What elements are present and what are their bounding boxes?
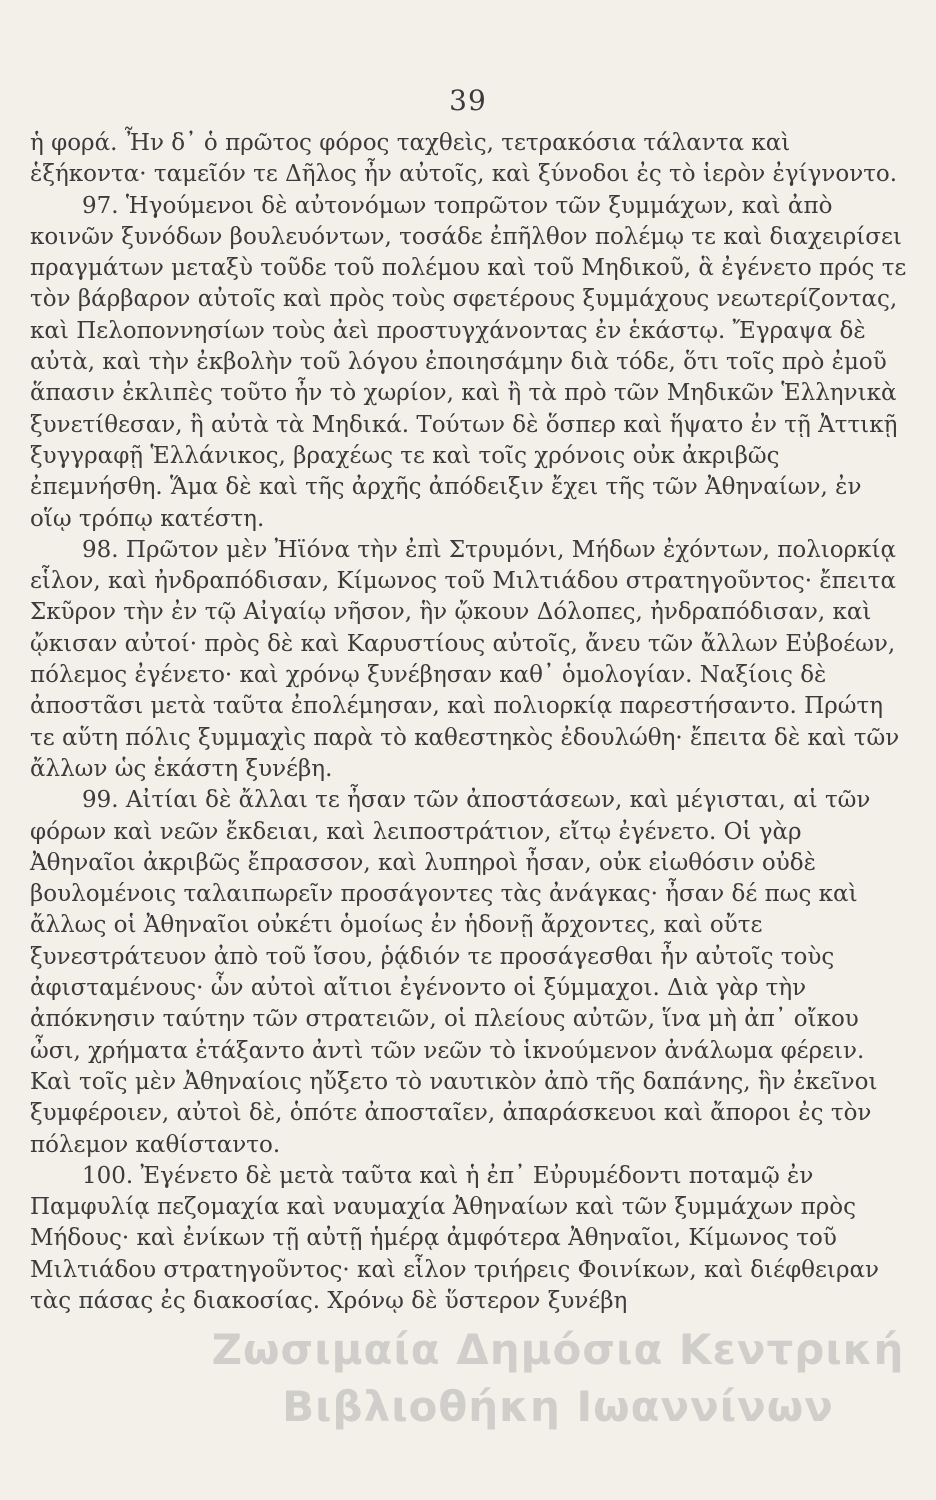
section-number: 98. bbox=[82, 536, 119, 563]
library-watermark-line1: Ζωσιμαία Δημόσια Κεντρική bbox=[211, 1325, 905, 1374]
section-number: 99. bbox=[82, 787, 119, 814]
page-number: 39 bbox=[449, 84, 487, 117]
paragraph-text: Ἐγένετο δὲ μετὰ ταῦτα καὶ ἡ ἐπ᾽ Εὐρυμέδοντι ποταμῷ ἐν Παμφυλίᾳ πεζομαχία καὶ ναυμαχία Ἀθηναίων καὶ τῶν ξυμμάχων πρὸς Μήδους· καὶ ἐνίκων τῇ αὐτῇ ἡμέρᾳ ἀμφότερα Ἀθηναῖοι, Κίμωνος τοῦ Μιλτιάδου στρατηγοῦντος· καὶ εἷλον τριήρεις Φοινίκων, καὶ διέφθειραν τὰς πάσας ἐς διακοσίας. Χρόνῳ δὲ ὕστερον ξυνέβη bbox=[30, 1162, 879, 1314]
paragraph-100 bbox=[30, 1161, 908, 1317]
paragraph-text: ἡ φορά. Ἦν δ᾽ ὁ πρῶτος φόρος ταχθεὶς, τετρακόσια τάλαντα καὶ ἑξήκοντα· ταμεῖόν τε Δῆλος ἦν αὐτοῖς, καὶ ξύνοδοι ἐς τὸ ἱερὸν ἐγίγνοντο. bbox=[30, 130, 898, 188]
paragraph-98 bbox=[30, 535, 908, 785]
section-number: 100. bbox=[82, 1162, 134, 1189]
paragraph-continuation bbox=[30, 128, 908, 191]
paragraph-text: Πρῶτον μὲν Ἠϊόνα τὴν ἐπὶ Στρυμόνι, Μήδων ἐχόντων, πολιορκίᾳ εἷλον, καὶ ἠνδραπόδισαν, Κίμωνος τοῦ Μιλτιάδου στρατηγοῦντος· ἔπειτα Σκῦρον τὴν ἐν τῷ Αἰγαίῳ νῆσον, ἣν ᾤκουν Δόλοπες, ἠνδραπόδισαν, καὶ ᾤκισαν αὐτοί· πρὸς δὲ καὶ Καρυστίους αὐτοῖς, ἄνευ τῶν ἄλλων Εὐβοέων, πόλεμος ἐγένετο· καὶ χρόνῳ ξυνέβησαν καθ᾽ ὁμολογίαν. Ναξίοις δὲ ἀποστᾶσι μετὰ ταῦτα ἐπολέμησαν, καὶ πολιορκίᾳ παρεστήσαντο. Πρώτη τε αὕτη πόλις ξυμμαχὶς παρὰ τὸ καθεστηκὸς ἐδουλώθη· ἔπειτα δὲ καὶ τῶν ἄλλων ὡς ἑκάστη ξυνέβη. bbox=[30, 536, 900, 782]
paragraph-text: Αἰτίαι δὲ ἄλλαι τε ἦσαν τῶν ἀποστάσεων, καὶ μέγισται, αἱ τῶν φόρων καὶ νεῶν ἔκδειαι, καὶ λειποστράτιον, εἴτῳ ἐγένετο. Οἱ γὰρ Ἀθηναῖοι ἀκριβῶς ἔπρασσον, καὶ λυπηροὶ ἦσαν, οὐκ εἰωθόσιν οὐδὲ βουλομένοις ταλαιπωρεῖν προσάγοντες τὰς ἀνάγκας· ἦσαν δέ πως καὶ ἄλλως οἱ Ἀθηναῖοι οὐκέτι ὁμοίως ἐν ἡδονῇ ἄρχοντες, καὶ οὔτε ξυνεστράτευον ἀπὸ τοῦ ἴσου, ῥᾴδιόν τε προσάγεσθαι ἦν αὐτοῖς τοὺς ἀφισταμένους· ὧν αὐτοὶ αἴτιοι ἐγένοντο οἱ ξύμμαχοι. Διὰ γὰρ τὴν ἀπόκνησιν ταύτην τῶν στρατειῶν, οἱ πλείους αὐτῶν, ἵνα μὴ ἀπ᾽ οἴκου ὦσι, χρήματα ἐτάξαντο ἀντὶ τῶν νεῶν τὸ ἱκνούμενον ἀνάλωμα φέρειν. Καὶ τοῖς μὲν Ἀθηναίοις ηὔξετο τὸ ναυτικὸν ἀπὸ τῆς δαπάνης, ἣν ἐκεῖνοι ξυμφέροιεν, αὐτοὶ δὲ, ὁπότε ἀποσταῖεν, ἀπαράσκευοι καὶ ἄποροι ἐς τὸν πόλεμον καθίσταντο. bbox=[30, 787, 878, 1158]
section-number: 97. bbox=[82, 192, 119, 219]
paragraph-97 bbox=[30, 191, 908, 535]
paragraph-text: Ἡγούμενοι δὲ αὐτονόμων τοπρῶτον τῶν ξυμμάχων, καὶ ἀπὸ κοινῶν ξυνόδων βουλευόντων, τοσάδε ἐπῆλθον πολέμῳ τε καὶ διαχειρίσει πραγμάτων μεταξὺ τοῦδε τοῦ πολέμου καὶ τοῦ Μηδικοῦ, ἃ ἐγένετο πρός τε τὸν βάρβαρον αὐτοῖς καὶ πρὸς τοὺς σφετέρους ξυμμάχους νεωτερίζοντας, καὶ Πελοποννησίων τοὺς ἀεὶ προστυγχάνοντας ἐν ἑκάστῳ. Ἔγραψα δὲ αὐτὰ, καὶ τὴν ἐκβολὴν τοῦ λόγου ἐποιησάμην διὰ τόδε, ὅτι τοῖς πρὸ ἐμοῦ ἅπασιν ἐκλιπὲς τοῦτο ἦν τὸ χωρίον, καὶ ἢ τὰ πρὸ τῶν Μηδικῶν Ἑλληνικὰ ξυνετίθεσαν, ἢ αὐτὰ τὰ Μηδικά. Τούτων δὲ ὅσπερ καὶ ἥψατο ἐν τῇ Ἀττικῇ ξυγγραφῇ Ἑλλάνικος, βραχέως τε καὶ τοῖς χρόνοις οὐκ ἀκριβῶς ἐπεμνήσθη. Ἅμα δὲ καὶ τῆς ἀρχῆς ἀπόδειξιν ἔχει τῆς τῶν Ἀθηναίων, ἐν οἵῳ τρόπῳ κατέστη. bbox=[30, 192, 907, 532]
library-watermark-line2: Βιβλιοθήκη Ιωαννίνων bbox=[282, 1382, 834, 1431]
paragraph-99 bbox=[30, 785, 908, 1161]
page-body bbox=[30, 128, 908, 1317]
